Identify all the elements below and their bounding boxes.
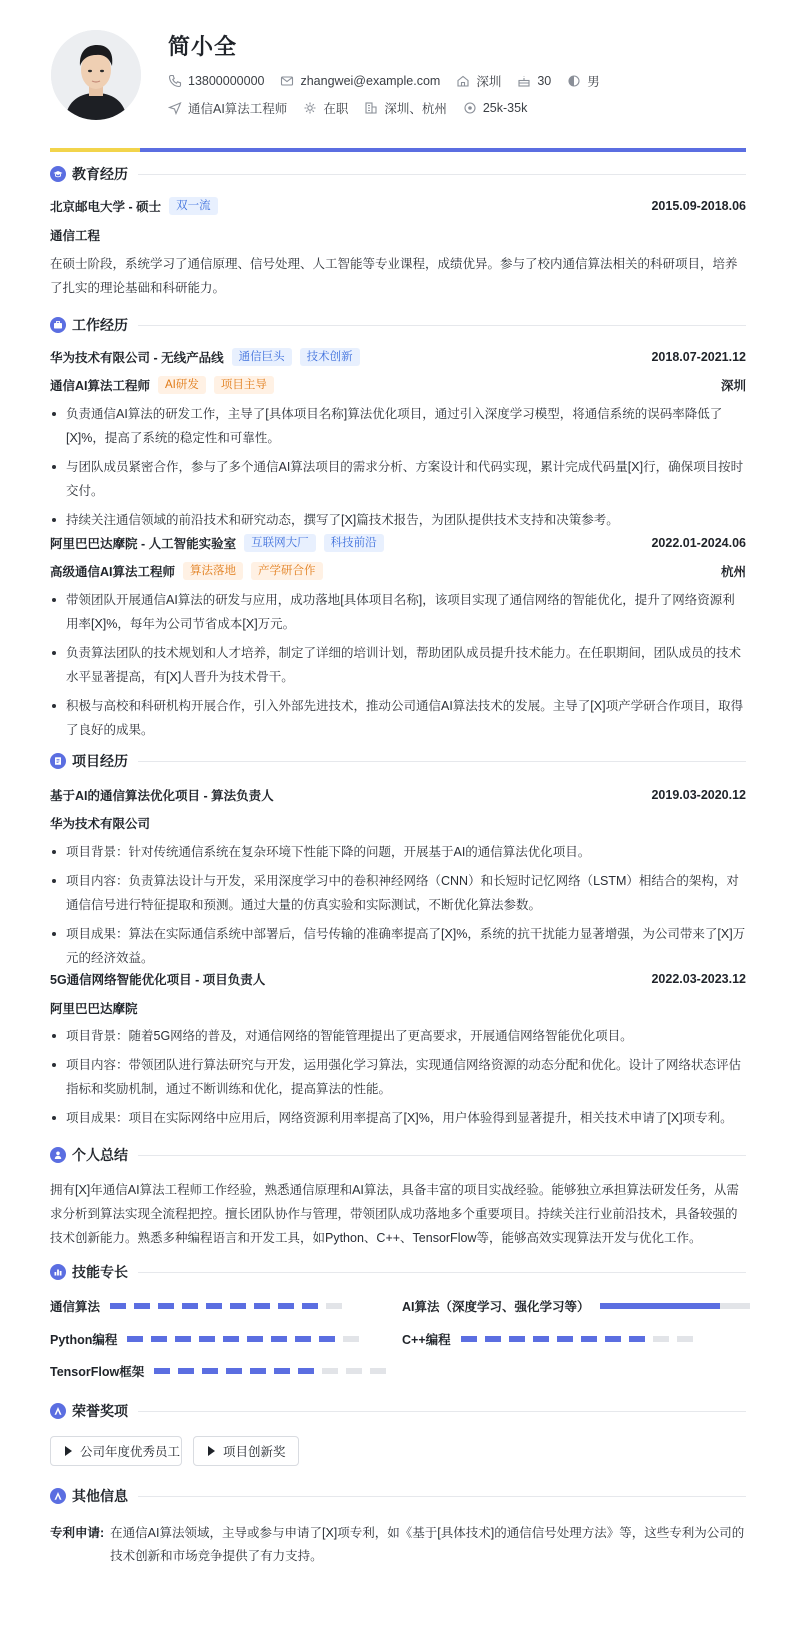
role-tag: 算法落地 [183, 562, 243, 580]
user-icon [50, 1147, 66, 1163]
skill-level-segment [158, 1303, 174, 1309]
skill-level-dashes [461, 1336, 701, 1342]
salary-item [463, 101, 527, 115]
list-item: 项目成果：项目在实际网络中应用后，网络资源利用率提高了[X]%，用户体验得到显著提升，相关技术申请了[X]项专利。 [50, 1106, 746, 1130]
skill-level-segment [274, 1368, 290, 1374]
education-description: 在硕士阶段，系统学习了通信原理、信号处理、人工智能等专业课程，成绩优异。参与了校内通信算法相关的科研项目，培养了扎实的理论基础和科研能力。 [50, 257, 738, 295]
job-location: 深圳 [720, 379, 746, 393]
gear-icon [303, 101, 317, 115]
list-item: 持续关注通信领域的前沿技术和研究动态，撰写了[X]篇技术报告，为团队提供技术支持和决策参考。 [50, 508, 746, 532]
section-other [50, 1486, 746, 1506]
project-company: 华为技术有限公司 [50, 817, 151, 831]
section-education [50, 164, 746, 184]
status-text: 在职 [323, 102, 349, 116]
project-company: 阿里巴巴达摩院 [50, 1002, 138, 1016]
section-divider [138, 1411, 746, 1412]
school-name: 北京邮电大学 - 硕士 [50, 200, 162, 214]
skill-level-segment [302, 1303, 318, 1309]
section-title: 工作经历 [72, 317, 128, 333]
skill-level-segment [605, 1336, 621, 1342]
skill-level-dashes [127, 1336, 367, 1342]
skill-level-segment [533, 1336, 549, 1342]
section-title: 教育经历 [72, 166, 128, 182]
job-title-item [168, 99, 287, 117]
skill-level-segment [557, 1336, 573, 1342]
project-icon [50, 753, 66, 769]
award-label: 项目创新奖 [223, 1445, 286, 1459]
skill-level-segment [206, 1303, 222, 1309]
other-label: 专利申请: [50, 1526, 105, 1540]
list-item: 负责通信AI算法的研发工作，主导了[具体项目名称]算法优化项目，通过引入深度学习模型，将通信系统的误码率降低了[X]%，提高了系统的稳定性和可靠性。 [50, 402, 746, 450]
role-tag: 项目主导 [214, 376, 274, 394]
skill-level-segment [677, 1336, 693, 1342]
list-item: 项目内容：带领团队进行算法研究与开发，运用强化学习算法，实现通信网络资源的动态分配和优化。设计了网络状态评估指标和奖励机制，通过不断训练和优化，提高算法的性能。 [50, 1053, 746, 1101]
skill-level-segment [182, 1303, 198, 1309]
job-role-row [50, 562, 746, 580]
education-major-row [50, 226, 746, 244]
skill-level-segment [326, 1303, 342, 1309]
list-item: 项目背景：随着5G网络的普及，对通信网络的智能管理提出了更高要求，开展通信网络智能优化项目。 [50, 1024, 746, 1048]
play-icon [208, 1446, 215, 1456]
skill-item [50, 1297, 350, 1315]
phone-item [168, 74, 264, 88]
target-city-text: 深圳、杭州 [384, 102, 447, 116]
skill-name: C++编程 [402, 1333, 451, 1347]
skill-level-segment [322, 1368, 338, 1374]
job-bullets [50, 588, 746, 747]
skill-level-segment [226, 1368, 242, 1374]
target-city-item [364, 99, 447, 117]
bar-chart-icon [50, 1264, 66, 1280]
header-divider [140, 148, 746, 152]
job-header [50, 534, 746, 552]
skill-level-segment [509, 1336, 525, 1342]
skill-level-segment [271, 1336, 287, 1342]
send-icon [168, 101, 182, 115]
skill-level-segment [199, 1336, 215, 1342]
skill-level-fill [600, 1303, 720, 1309]
avatar [51, 30, 141, 120]
city-text: 深圳 [476, 75, 502, 89]
skill-level-segment [278, 1303, 294, 1309]
job-intent-row [168, 99, 543, 117]
building-icon [364, 101, 378, 115]
skill-level-segment [461, 1336, 477, 1342]
skill-name: AI算法（深度学习、强化学习等） [402, 1300, 590, 1314]
skill-level-segment [319, 1336, 335, 1342]
gender-icon [567, 74, 581, 88]
list-item: 与团队成员紧密合作，参与了多个通信AI算法项目的需求分析、方案设计和代码实现，累计完成代码量[X]行，确保项目按时交付。 [50, 455, 746, 503]
gender-item [567, 72, 600, 90]
list-item: 项目背景：针对传统通信系统在复杂环境下性能下降的问题，开展基于AI的通信算法优化项目。 [50, 840, 746, 864]
company-name: 阿里巴巴达摩院 - 人工智能实验室 [50, 537, 237, 551]
award-chip [193, 1436, 299, 1466]
section-title: 荣誉奖项 [72, 1403, 128, 1419]
contact-row [168, 72, 616, 90]
email-item [280, 74, 440, 88]
graduation-cap-icon [50, 166, 66, 182]
section-title: 项目经历 [72, 753, 128, 769]
home-icon [456, 74, 470, 88]
job-location: 杭州 [720, 565, 746, 579]
salary-text: 25k-35k [482, 101, 528, 115]
skill-level-segment [298, 1368, 314, 1374]
info-icon [50, 1488, 66, 1504]
section-divider [138, 761, 746, 762]
skill-level-segment [154, 1368, 170, 1374]
job-role-row [50, 376, 746, 394]
section-divider [138, 1496, 746, 1497]
project-name: 基于AI的通信算法优化项目 - 算法负责人 [50, 789, 274, 803]
job-header [50, 348, 746, 366]
project-period: 2019.03-2020.12 [651, 788, 746, 802]
company-name: 华为技术有限公司 - 无线产品线 [50, 351, 224, 365]
project-period: 2022.03-2023.12 [651, 972, 746, 986]
skill-level-segment [250, 1368, 266, 1374]
skill-level-segment [581, 1336, 597, 1342]
company-tag: 通信巨头 [232, 348, 292, 366]
skill-name: 通信算法 [50, 1300, 101, 1314]
skill-level-segment [223, 1336, 239, 1342]
project-bullets [50, 1024, 746, 1135]
skill-item [402, 1297, 750, 1315]
project-header [50, 970, 746, 988]
mail-icon [280, 74, 294, 88]
section-work [50, 315, 746, 335]
section-title: 技能专长 [72, 1264, 128, 1280]
skill-level-dashes [110, 1303, 350, 1309]
email-text: zhangwei@example.com [300, 74, 441, 88]
skill-level-segment [247, 1336, 263, 1342]
section-divider [138, 325, 746, 326]
project-name: 5G通信网络智能优化项目 - 项目负责人 [50, 973, 266, 987]
skill-level-segment [127, 1336, 143, 1342]
skill-level-dashes [154, 1368, 394, 1374]
briefcase-icon [50, 317, 66, 333]
section-divider [138, 174, 746, 175]
section-title: 其他信息 [72, 1488, 128, 1504]
project-company-row [50, 814, 746, 832]
skill-level-segment [346, 1368, 362, 1374]
age-text: 30 [537, 74, 552, 88]
header-divider-accent [50, 148, 140, 152]
section-skills [50, 1262, 746, 1282]
project-company-row [50, 999, 746, 1017]
list-item: 项目内容：负责算法设计与开发，采用深度学习中的卷积神经网络（CNN）和长短时记忆网络（LSTM）相结合的架构，对通信信号进行特征提取和预测。通过大量的仿真实验和实际测试，不断优化算法参数。 [50, 869, 746, 917]
company-tag: 科技前沿 [324, 534, 384, 552]
job-bullets [50, 402, 746, 537]
project-header [50, 786, 746, 804]
skill-level-bar [600, 1303, 750, 1309]
coin-icon [463, 101, 477, 115]
role-name: 通信AI算法工程师 [50, 379, 151, 393]
city-item [456, 72, 501, 90]
skill-level-segment [653, 1336, 669, 1342]
section-title: 个人总结 [72, 1147, 128, 1163]
skill-name: TensorFlow框架 [50, 1365, 145, 1379]
phone-icon [168, 74, 182, 88]
skill-level-segment [175, 1336, 191, 1342]
skill-item [402, 1330, 701, 1348]
skill-level-segment [343, 1336, 359, 1342]
other-text: 在通信AI算法领域，主导或参与申请了[X]项专利，如《基于[具体技术]的通信信号处理方法》等，这些专利为公司的技术创新和市场竞争提供了有力支持。 [110, 1526, 745, 1563]
section-summary [50, 1145, 746, 1165]
skill-level-segment [230, 1303, 246, 1309]
age-item [517, 74, 551, 88]
skill-level-segment [134, 1303, 150, 1309]
list-item: 项目成果：算法在实际通信系统中部署后，信号传输的准确率提高了[X]%，系统的抗干扰能力显著增强，为公司带来了[X]万元的经济效益。 [50, 922, 746, 970]
company-tag: 技术创新 [300, 348, 360, 366]
list-item: 负责算法团队的技术规划和人才培养，制定了详细的培训计划，帮助团队成员提升技术能力。在任职期间，团队成员的技术水平显著提高，有[X]人晋升为技术骨干。 [50, 641, 746, 689]
summary-text: 拥有[X]年通信AI算法工程师工作经验，熟悉通信原理和AI算法，具备丰富的项目实战经验。能够独立承担算法研发任务，从需求分析到算法实现全流程把控。擅长团队协作与管理，带领团队成功落地多个重要项目。持续关注行业前沿技术，具备较强的技术创新能力。熟悉多种编程语言和开发工具，如Python、C++、TensorFlow等，能够高效实现算法开发与优化工作。 [50, 1183, 739, 1245]
skill-level-segment [110, 1303, 126, 1309]
section-awards [50, 1401, 746, 1421]
skill-level-segment [370, 1368, 386, 1374]
education-period: 2015.09-2018.06 [651, 199, 746, 213]
gender-text: 男 [587, 75, 600, 89]
skill-name: Python编程 [50, 1333, 118, 1347]
school-tag: 双一流 [169, 197, 218, 215]
list-item: 带领团队开展通信AI算法的研发与应用，成功落地[具体项目名称]，该项目实现了通信网络的智能优化，提升了网络资源利用率[X]%，每年为公司节省成本[X]万元。 [50, 588, 746, 636]
award-icon [50, 1403, 66, 1419]
role-name: 高级通信AI算法工程师 [50, 565, 176, 579]
skill-level-segment [485, 1336, 501, 1342]
award-label: 公司年度优秀员工 [80, 1445, 181, 1459]
major: 通信工程 [50, 229, 101, 243]
cake-icon [517, 74, 531, 88]
company-tag: 互联网大厂 [244, 534, 316, 552]
role-tag: 产学研合作 [251, 562, 323, 580]
skill-level-segment [151, 1336, 167, 1342]
role-tag: AI研发 [158, 376, 206, 394]
award-chip [50, 1436, 182, 1466]
job-title-text: 通信AI算法工程师 [188, 102, 288, 116]
skill-level-segment [295, 1336, 311, 1342]
skill-level-segment [178, 1368, 194, 1374]
skill-level-segment [629, 1336, 645, 1342]
skill-item [50, 1362, 394, 1380]
status-item [303, 99, 348, 117]
skill-level-segment [254, 1303, 270, 1309]
phone-text: 13800000000 [188, 74, 265, 88]
education-header [50, 197, 746, 215]
candidate-name: 简小全 [168, 34, 238, 59]
play-icon [65, 1446, 72, 1456]
list-item: 积极与高校和科研机构开展合作，引入外部先进技术，推动公司通信AI算法技术的发展。主导了[X]项产学研合作项目，取得了良好的成果。 [50, 694, 746, 742]
other-info [50, 1522, 746, 1568]
job-period: 2022.01-2024.06 [651, 536, 746, 550]
section-projects [50, 751, 746, 771]
project-bullets [50, 840, 746, 975]
section-divider [138, 1272, 746, 1273]
skill-item [50, 1330, 367, 1348]
skill-level-segment [202, 1368, 218, 1374]
section-divider [138, 1155, 746, 1156]
job-period: 2018.07-2021.12 [651, 350, 746, 364]
